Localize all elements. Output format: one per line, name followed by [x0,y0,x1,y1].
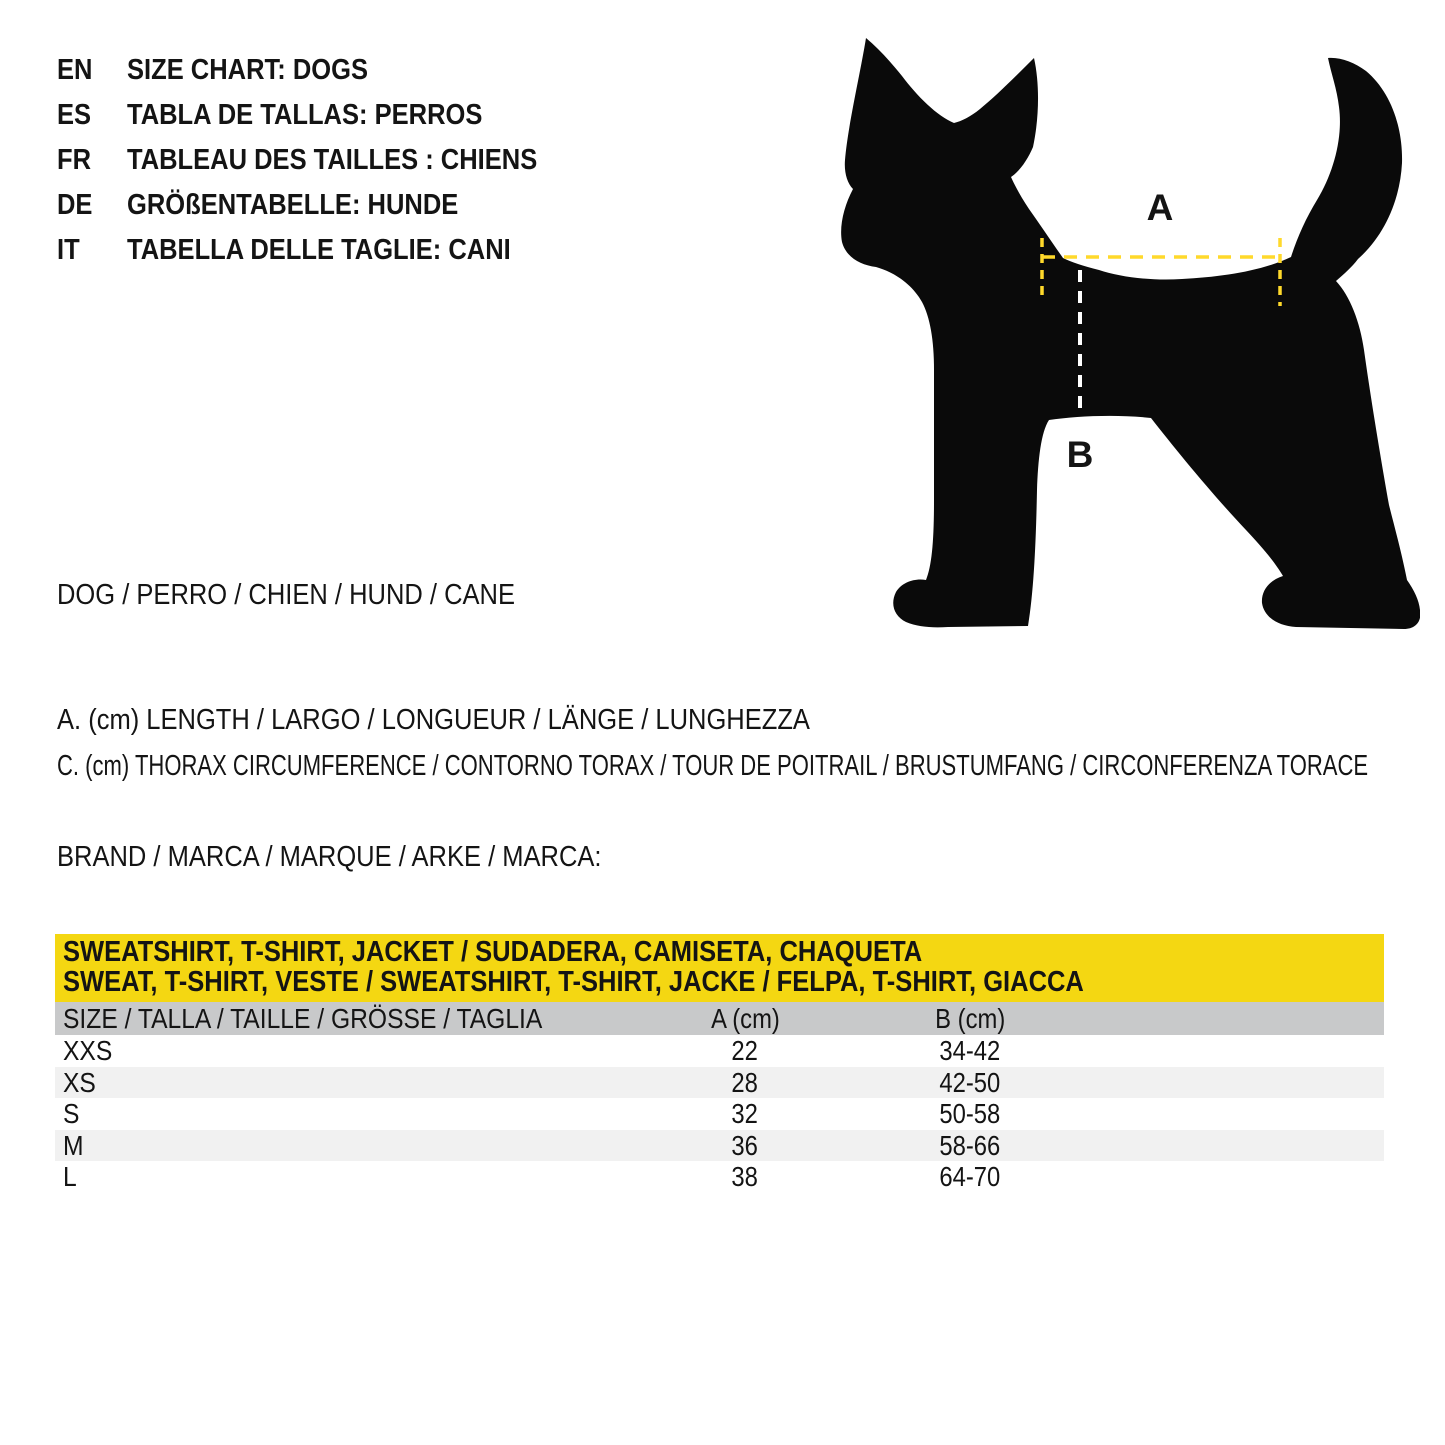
column-header-a: A (cm) [710,1002,780,1034]
language-row-it [57,228,817,273]
cell-b: 64-70 [939,1161,1001,1192]
language-code: IT [57,234,80,266]
dog-measurement-figure [820,20,1420,644]
cell-size: M [63,1129,84,1161]
language-label: TABELLA DELLE TAGLIE: CANI [127,234,511,266]
cell-a: 28 [731,1066,759,1098]
measure-label-a: A [1146,187,1174,228]
size-table [55,934,1384,1193]
table-row-s [55,1098,1384,1130]
dog-silhouette-icon [820,20,1420,644]
cell-b: 34-42 [939,1035,1001,1066]
table-row-l [55,1161,1384,1193]
cell-size: S [63,1098,80,1129]
figure-caption: DOG / PERRO / CHIEN / HUND / CANE [57,579,515,611]
cell-b: 50-58 [939,1098,1001,1129]
cell-b: 58-66 [939,1129,1001,1161]
language-label: TABLEAU DES TAILLES : CHIENS [127,144,538,176]
language-row-fr [57,138,817,183]
column-header-row [55,1002,1384,1035]
cell-a: 36 [731,1129,759,1161]
language-code: DE [57,189,93,221]
table-header-line-1: SWEATSHIRT, T-SHIRT, JACKET / SUDADERA, CAMISETA, CHAQUETA [63,936,923,968]
language-label: TABLA DE TALLAS: PERROS [127,99,483,131]
cell-a: 32 [731,1098,759,1129]
column-header-size: SIZE / TALLA / TAILLE / GRÖSSE / TAGLIA [63,1002,543,1034]
cell-size: XXS [63,1035,113,1066]
table-row-m [55,1130,1384,1162]
legend-line-a: A. (cm) LENGTH / LARGO / LONGUEUR / LÄNGE / LUNGHEZZA [57,704,810,736]
size-table-header [55,934,1384,1002]
cell-size: L [63,1161,77,1192]
language-label: GRÖßENTABELLE: HUNDE [127,189,459,221]
language-row-de [57,183,817,228]
column-header-b: B (cm) [934,1002,1006,1034]
language-code: EN [57,54,93,86]
language-label: SIZE CHART: DOGS [127,54,369,86]
table-header-line-2: SWEAT, T-SHIRT, VESTE / SWEATSHIRT, T-SHIRT, JACKE / FELPA, T-SHIRT, GIACCA [63,966,1084,998]
language-row-es [57,93,817,138]
table-row-xs [55,1067,1384,1099]
language-code: FR [57,144,92,176]
brand-label: BRAND / MARCA / MARQUE / ARKE / MARCA: [57,841,602,873]
language-row-en [57,48,817,93]
cell-a: 22 [731,1035,759,1066]
table-row-xxs [55,1035,1384,1067]
cell-b: 42-50 [939,1066,1001,1098]
language-code: ES [57,99,92,131]
measure-label-b: B [1066,434,1094,475]
legend-line-c: C. (cm) THORAX CIRCUMFERENCE / CONTORNO TORAX / TOUR DE POITRAIL / BRUSTUMFANG / CIRCONFERENZA TORACE [57,750,1369,782]
cell-size: XS [63,1066,96,1098]
cell-a: 38 [731,1161,759,1192]
